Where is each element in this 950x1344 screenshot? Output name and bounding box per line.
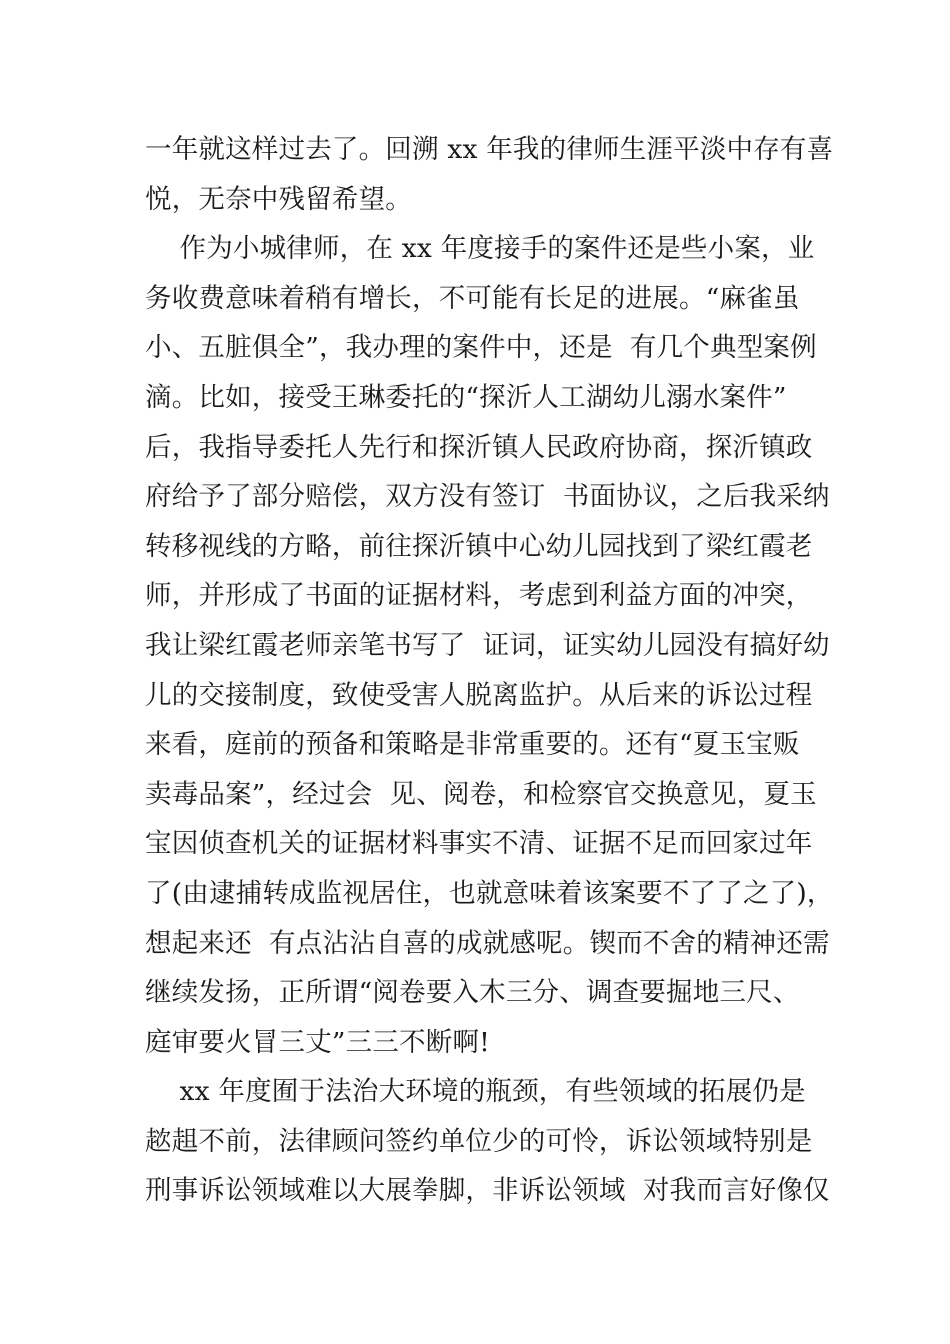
text-line: 一年就这样过去了。回溯 xx 年我的律师生涯平淡中存有喜 [145, 134, 834, 165]
text-line: 滴。比如，接受王琳委托的“探沂人工湖幼儿溺水案件” [145, 381, 787, 413]
text-line: 卖毒品案”，经过会 见、阅卷，和检察官交换意见，夏玉 [145, 778, 817, 810]
text-line: 师，并形成了书面的证据材料，考虑到利益方面的冲突， [145, 580, 813, 612]
text-line: 我让梁红霞老师亲笔书写了 证词，证实幼儿园没有搞好幼 [145, 629, 830, 661]
text-line: 趑趄不前，法律顾问签约单位少的可怜，诉讼领域特别是 [145, 1125, 813, 1157]
text-line: 府给予了部分赔偿，双方没有签订 书面协议，之后我采纳 [145, 481, 830, 513]
text-line: xx 年度囿于法治大环境的瓶颈，有些领域的拓展仍是 [145, 1076, 806, 1108]
text-line: 务收费意味着稍有增长，不可能有长足的进展。“麻雀虽 [145, 282, 800, 314]
text-line: 后，我指导委托人先行和探沂镇人民政府协商，探沂镇政 [145, 431, 813, 463]
text-line: 庭审要火冒三丈”三三不断啊! [145, 1026, 490, 1058]
text-line: 来看，庭前的预备和策略是非常重要的。还有“夏玉宝贩 [145, 729, 800, 761]
text-line: 儿的交接制度，致使受害人脱离监护。从后来的诉讼过程 [145, 679, 813, 711]
text-line: 作为小城律师，在 xx 年度接手的案件还是些小案，业 [145, 233, 815, 265]
document-body [145, 125, 834, 1216]
text-line: 想起来还 有点沾沾自喜的成就感呢。锲而不舍的精神还需 [145, 927, 830, 959]
text-line: 继续发扬，正所谓“阅卷要入木三分、调查要掘地三尺、 [145, 977, 800, 1009]
text-line: 转移视线的方略，前往探沂镇中心幼儿园找到了梁红霞老 [145, 530, 813, 562]
text-line: 刑事诉讼领域难以大展拳脚，非诉讼领域 对我而言好像仅 [145, 1175, 830, 1207]
text-line: 宝因侦查机关的证据材料事实不清、证据不足而回家过年 [145, 828, 813, 860]
text-line: 小、五脏俱全”，我办理的案件中，还是 有几个典型案例 [145, 332, 817, 364]
text-line: 了(由逮捕转成监视居住，也就意味着该案要不了了之了)， [145, 877, 834, 909]
text-line: 悦，无奈中残留希望。 [145, 183, 412, 215]
